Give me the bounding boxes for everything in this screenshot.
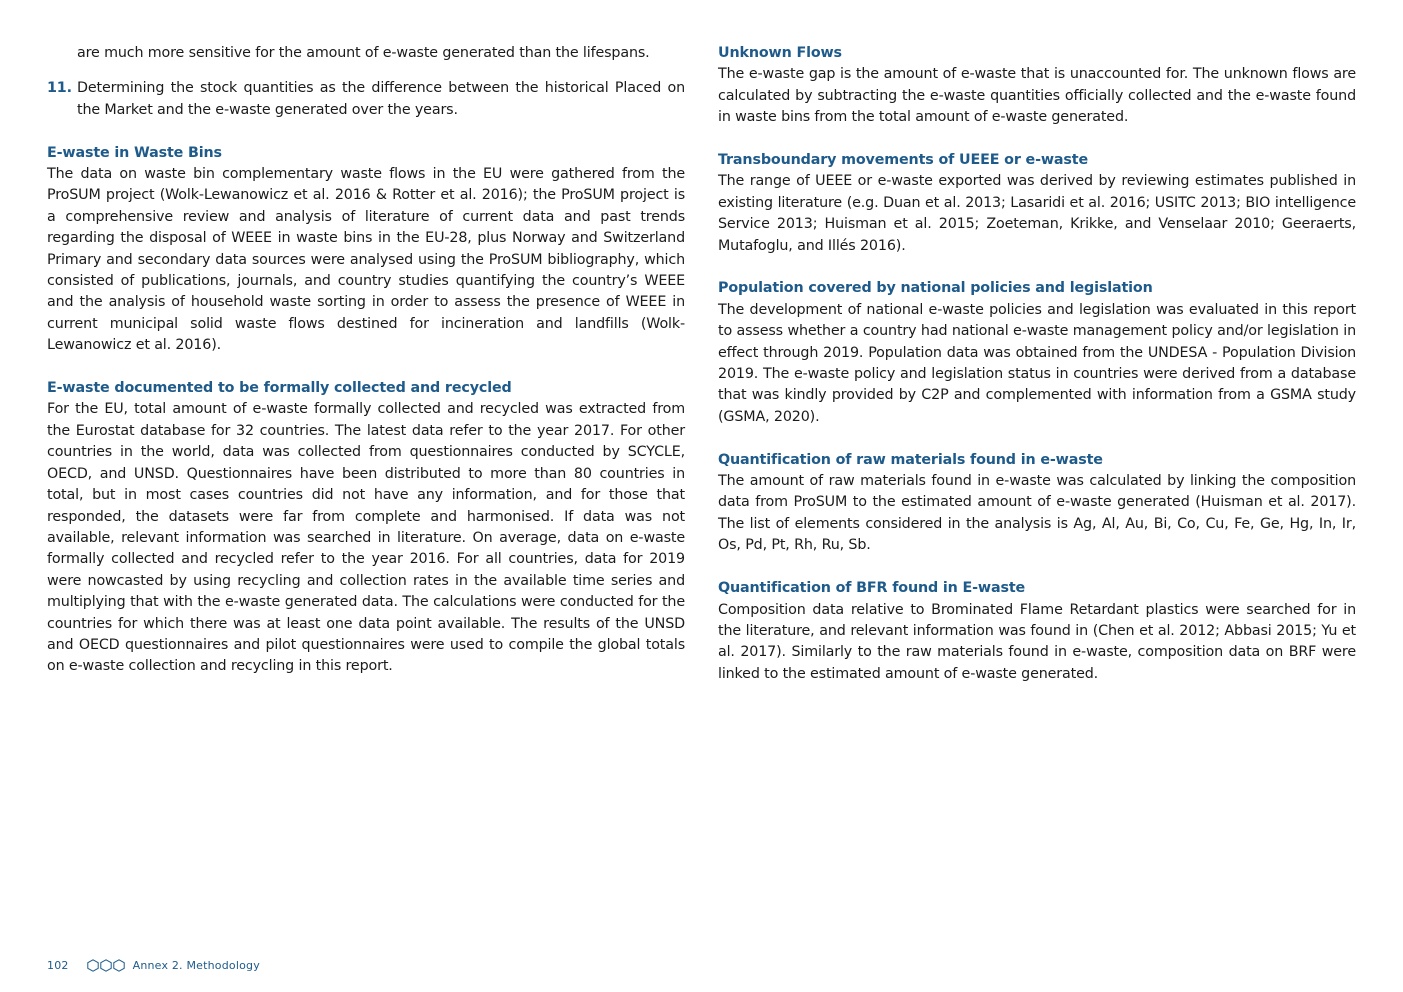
section-heading-population-policies: Population covered by national policies and legislation — [718, 280, 1153, 297]
section-heading-raw-materials: Quantification of raw materials found in e-waste — [718, 451, 1103, 468]
section-body-transboundary: The range of UEEE or e-waste exported was derived by reviewing estimates published in existing literature (e.g. Duan et al. 2013; Lasaridi et al. 2016; USITC 2013; BIO intelligence Service 2013; Huisman et al. 2015; Zoeteman, Krikke, and Venselaar 2010; Geeraerts, Mutafoglu, and Illés 2016). — [718, 173, 1356, 254]
right-column — [718, 43, 1356, 685]
footer-section-label: Annex 2. Methodology — [132, 958, 260, 972]
list-item-11 — [47, 78, 685, 121]
spacer — [47, 357, 685, 378]
section-body-unknown-flows: The e-waste gap is the amount of e-waste that is unaccounted for. The unknown flows are calculated by subtracting the e-waste quantities officially collected and the e-waste found in waste bins from the total amount of e-waste generated. — [718, 66, 1356, 126]
section-heading-unknown-flows: Unknown Flows — [718, 45, 842, 61]
section-body-raw-materials: The amount of raw materials found in e-waste was calculated by linking the composition data from ProSUM to the estimated amount of e-waste generated (Huisman et al. 2017). The list of elements considered in the analysis is Ag, Al, Au, Bi, Co, Cu, Fe, Ge, Hg, In, Ir, Os, Pd, Pt, Rh, Ru, Sb. — [718, 473, 1356, 554]
list-number: 11. — [47, 80, 72, 97]
spacer — [718, 557, 1356, 578]
list-item-text: Determining the stock quantities as the difference between the historical Placed on the Market and the e-waste generated over the years. — [77, 80, 685, 118]
three-hexagons-icon — [87, 959, 126, 972]
section-body-waste-bins: The data on waste bin complementary waste flows in the EU were gathered from the ProSUM project (Wolk-Lewanowicz et al. 2016 & Rotter et al. 2016); the ProSUM project is a comprehensive review and analysis of literature of current data and past trends regarding the disposal of WEEE in waste bins in the EU-28, plus Norway and Switzerland Primary and secondary data sources were analysed using the ProSUM bibliography, which consisted of publications, journals, and country studies quantifying the country’s WEEE and the analysis of household waste sorting in order to assess the presence of WEEE in current municipal solid waste flows destined for incineration and landfills (Wolk-Lewanowicz et al. 2016). — [47, 166, 685, 354]
spacer — [718, 428, 1356, 449]
section-heading-bfr: Quantification of BFR found in E-waste — [718, 580, 1026, 597]
page-footer — [47, 956, 260, 974]
spacer — [718, 257, 1356, 278]
continuation-paragraph: are much more sensitive for the amount of e-waste generated than the lifespans. — [77, 45, 650, 61]
left-column — [47, 43, 685, 678]
section-heading-transboundary: Transboundary movements of UEEE or e-waste — [718, 152, 1089, 169]
section-body-bfr: Composition data relative to Brominated Flame Retardant plastics were searched for in the literature, and relevant information was found in (Chen et al. 2012; Abbasi 2015; Yu et al. 2017). Similarly to the raw materials found in e-waste, composition data on BRF were linked to the estimated amount of e-waste generated. — [718, 601, 1356, 682]
section-body-population-policies: The development of national e-waste policies and legislation was evaluated in this report to assess whether a country had national e-waste management policy and/or legislation in effect through 2019. Population data was obtained from the UNDESA - Population Division 2019. The e-waste policy and legislation status in countries were derived from a database that was kindly provided by C2P and complemented with information from a GSMA study (GSMA, 2020). — [718, 301, 1356, 425]
section-heading-formally-collected: E-waste documented to be formally collected and recycled — [47, 380, 512, 397]
section-body-formally-collected: For the EU, total amount of e-waste formally collected and recycled was extracted from the Eurostat database for 32 countries. The latest data refer to the year 2017. For other countries in the world, data was collected from questionnaires conducted by SCYCLE, OECD, and UNSD. Questionnaires have been distributed to more than 80 countries in total, but in most cases countries did not have any information, and for those that responded, the datasets were far from complete and harmonised. If data was not available, relevant information was searched in literature. On average, data on e-waste formally collected and recycled refer to the year 2016. For all countries, data for 2019 were nowcasted by using recycling and collection rates in the available time series and multiplying that with the e-waste generated data. The calculations were conducted for the countries for which there was at least one data point available. The results of the UNSD and OECD questionnaires and pilot questionnaires were used to compile the global totals on e-waste collection and recycling in this report. — [47, 401, 685, 675]
spacer — [47, 64, 685, 78]
spacer — [718, 129, 1356, 150]
spacer — [47, 121, 685, 142]
section-heading-waste-bins: E-waste in Waste Bins — [47, 144, 222, 161]
page-number: 102 — [47, 958, 69, 972]
